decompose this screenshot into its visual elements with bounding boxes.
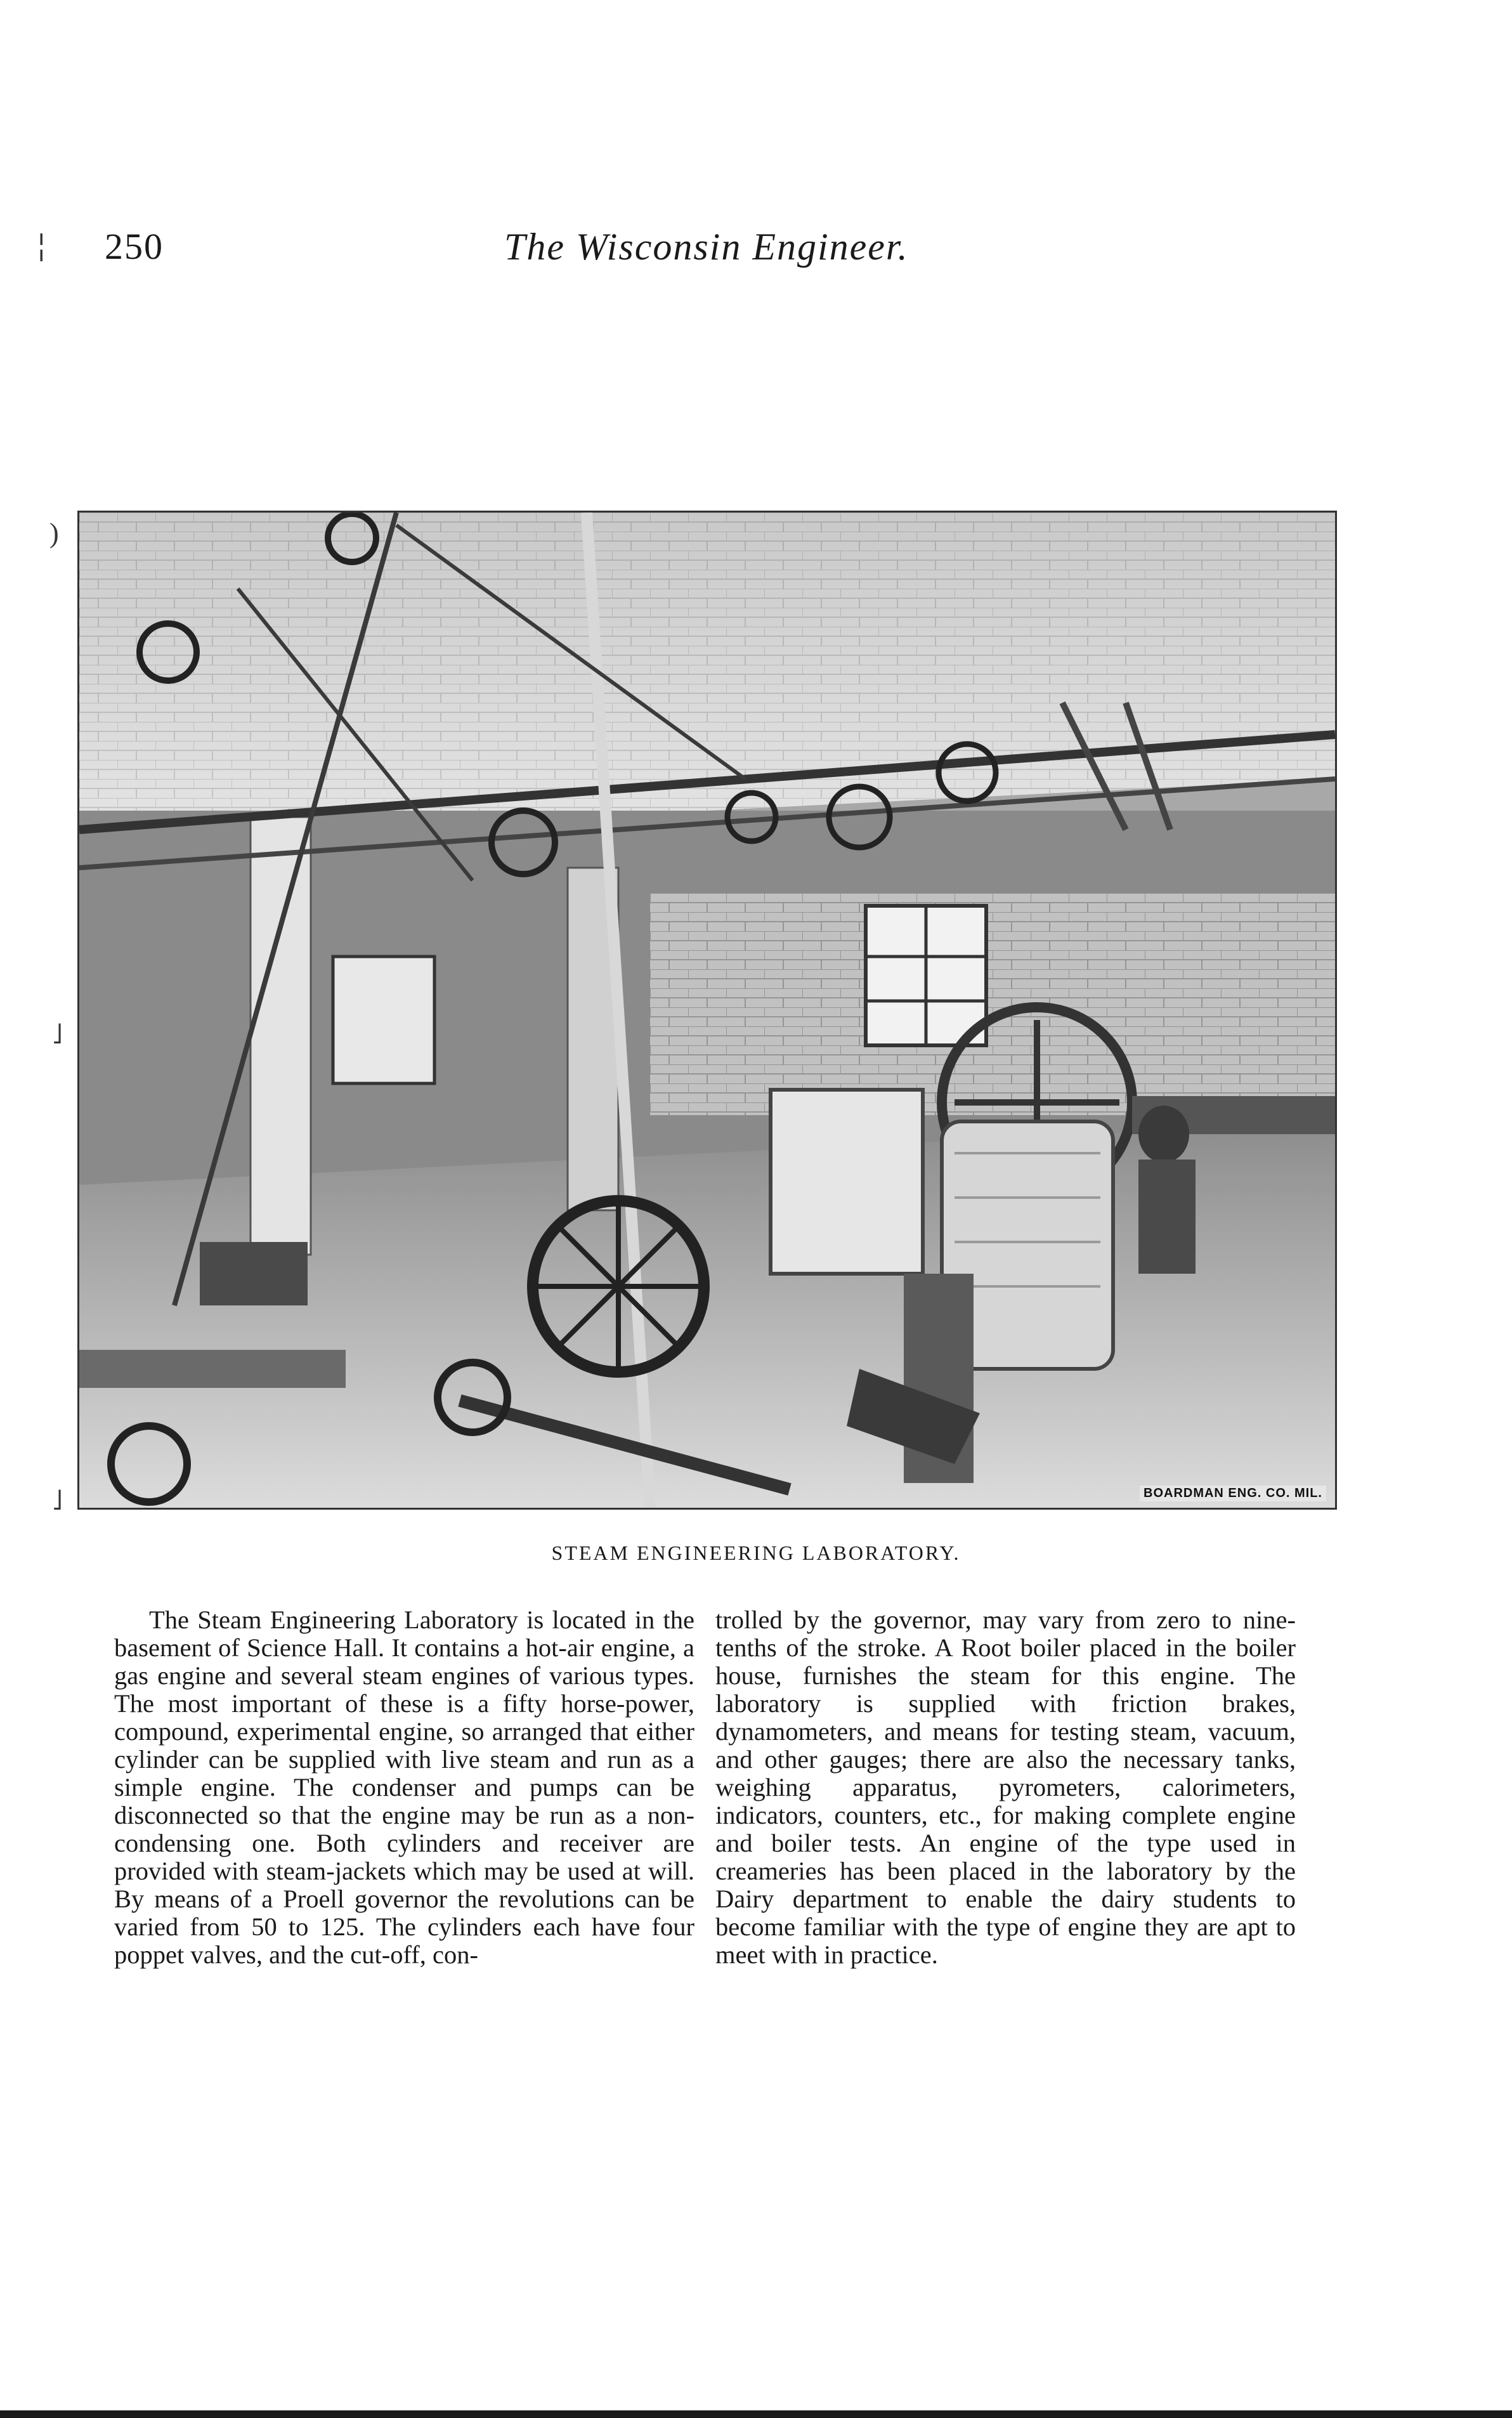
text-column-right [715,1606,1296,1969]
margin-mark: ╎ [33,232,50,263]
page-bottom-edge [0,2410,1512,2418]
margin-mark: ˩ [52,1485,63,1516]
text-column-left [114,1606,694,1969]
body-paragraph: The Steam Engineering Laboratory is located in the basement of Science Hall. It contains a hot-air engine, a gas engine and several steam engines of various types. The most important of these is a fifty horse-power, compound, experimental engine, so arranged that either cylinder can be supplied with live steam and run as a simple engine. The condenser and pumps can be disconnected so that the engine may be run as a non-condensing one. Both cylinders and receiver are provided with steam-jackets which may be used at will. By means of a Proell governor the revolutions can be varied from 50 to 125. The cylinders each have four poppet valves, and the cut-off, con- [114,1605,694,1969]
margin-mark: ˩ [52,1019,63,1050]
page-header [0,225,1512,276]
page-number: 250 [105,226,164,267]
body-paragraph-continued: trolled by the governor, may vary from zero to nine-tenths of the stroke. A Root boiler placed in the boiler house, furnishes the steam for this engine. The laboratory is supplied with friction brakes, dynamometers, and means for testing steam, vacuum, and other gauges; there are also the necessary tanks, weighing apparatus, pyrometers, calorimeters, indicators, counters, etc., for making complete engine and boiler tests. An engine of the type used in creameries has been placed in the laboratory by the Dairy department to enable the dairy students to become familiar with the type of engine they are apt to meet with in practice. [715,1605,1296,1969]
figure-caption: STEAM ENGINEERING LABORATORY. [551,1541,961,1564]
photo-illustration [79,513,1335,1508]
margin-mark: ) [49,518,59,549]
laboratory-photograph [77,511,1337,1510]
running-title: The Wisconsin Engineer. [504,226,909,268]
engraver-credit: BOARDMAN ENG. CO. MIL. [1140,1486,1326,1501]
